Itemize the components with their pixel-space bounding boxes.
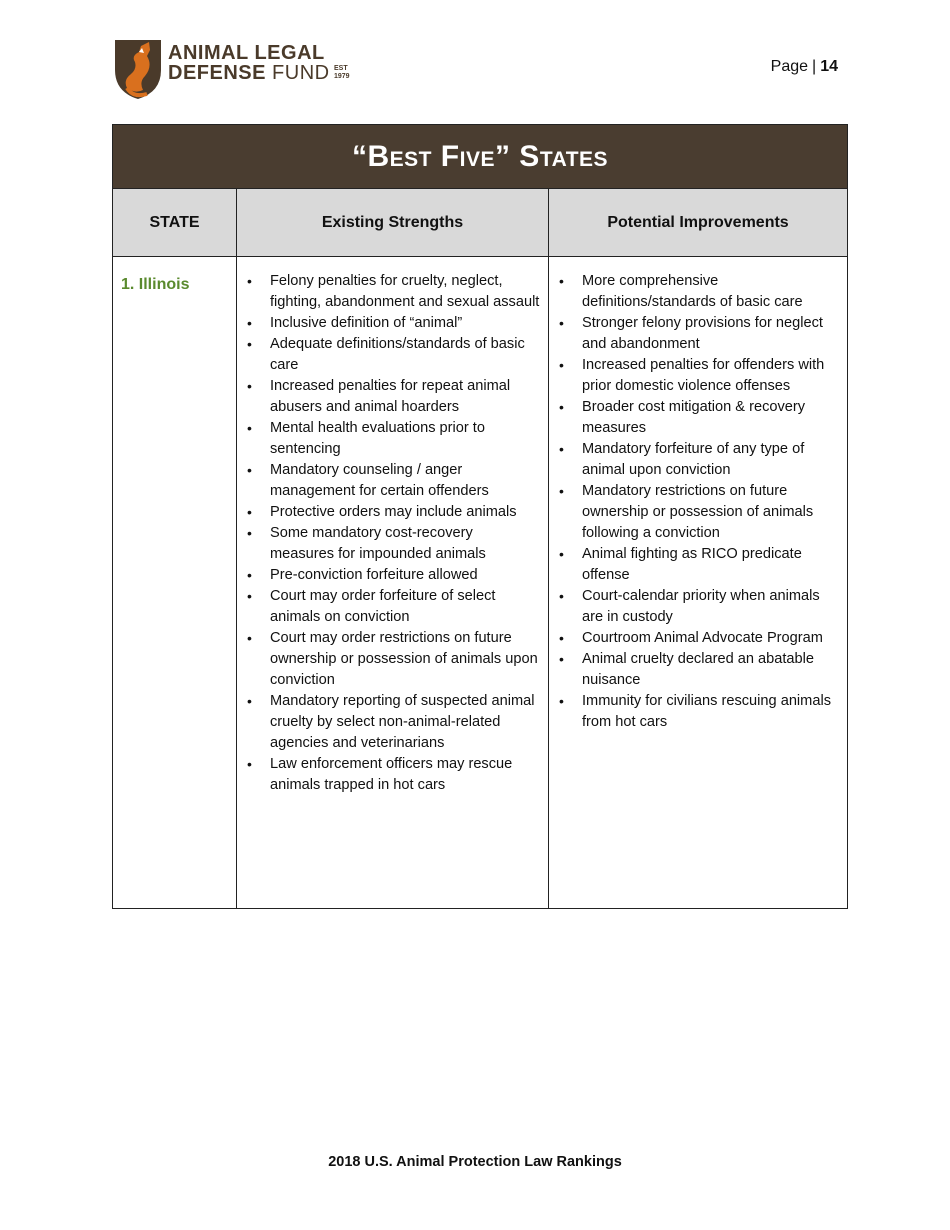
page-number: 14 [820,58,838,75]
improvement-item: • Increased penalties for offenders with prior domestic violence offenses [559,355,839,397]
improvement-item: • Animal cruelty declared an abatable nuisance [559,649,839,691]
strength-item: • Mental health evaluations prior to sentencing [247,418,540,460]
improvement-item: • Stronger felony provisions for neglect and abandonment [559,313,839,355]
best-five-states-table [112,124,848,909]
organization-logo [113,36,363,100]
improvement-item: • Court-calendar priority when animals are in custody [559,586,839,628]
column-header-state: STATE [113,188,236,257]
logo-est-label: EST [334,65,348,72]
strength-item: • Court may order restrictions on future ownership or possession of animals upon conviction [247,628,540,691]
improvement-item: • Mandatory restrictions on future ownership or possession of animals following a conviction [559,481,839,544]
strength-item: • Law enforcement officers may rescue animals trapped in hot cars [247,754,540,796]
page-separator: | [812,58,817,75]
strength-item: • Inclusive definition of “animal” [247,313,540,334]
strength-item: • Pre-conviction forfeiture allowed [247,565,540,586]
improvement-item: • Immunity for civilians rescuing animals from hot cars [559,691,839,733]
logo-word-fund: FUND [272,62,330,84]
table-title: “Best Five” States [113,125,847,188]
logo-text-line1: ANIMAL LEGAL [168,42,325,64]
existing-strengths-list [247,271,540,796]
page-number-label [771,58,838,76]
existing-strengths-cell [236,257,548,908]
improvement-item: • Animal fighting as RICO predicate offense [559,544,839,586]
page-label: Page [770,58,809,75]
strength-item: • Protective orders may include animals [247,502,540,523]
page-footer: 2018 U.S. Animal Protection Law Rankings [328,1154,622,1170]
improvement-item: • Mandatory forfeiture of any type of animal upon conviction [559,439,839,481]
strength-item: • Adequate definitions/standards of basic care [247,334,540,376]
strength-item: • Some mandatory cost-recovery measures for impounded animals [247,523,540,565]
strength-item: • Mandatory counseling / anger management for certain offenders [247,460,540,502]
column-header-existing-strengths: Existing Strengths [236,188,548,257]
potential-improvements-cell [548,257,847,908]
strength-item: • Mandatory reporting of suspected animal cruelty by select non-animal-related agencies and veterinarians [247,691,540,754]
logo-est-year: 1979 [334,73,350,80]
logo-established [334,65,350,81]
logo-text-line2 [168,62,330,85]
potential-improvements-list [559,271,839,733]
strength-item: • Increased penalties for repeat animal abusers and animal hoarders [247,376,540,418]
state-name: 1. Illinois [121,276,190,293]
strength-item: • Felony penalties for cruelty, neglect, fighting, abandonment and sexual assault [247,271,540,313]
improvement-item: • Courtroom Animal Advocate Program [559,628,839,649]
improvement-item: • Broader cost mitigation & recovery measures [559,397,839,439]
logo-word-defense: DEFENSE [168,62,266,84]
strength-item: • Court may order forfeiture of select animals on conviction [247,586,540,628]
fox-shield-logo-icon [113,36,163,100]
state-cell [113,257,236,908]
column-header-potential-improvements: Potential Improvements [548,188,847,257]
improvement-item: • More comprehensive definitions/standards of basic care [559,271,839,313]
